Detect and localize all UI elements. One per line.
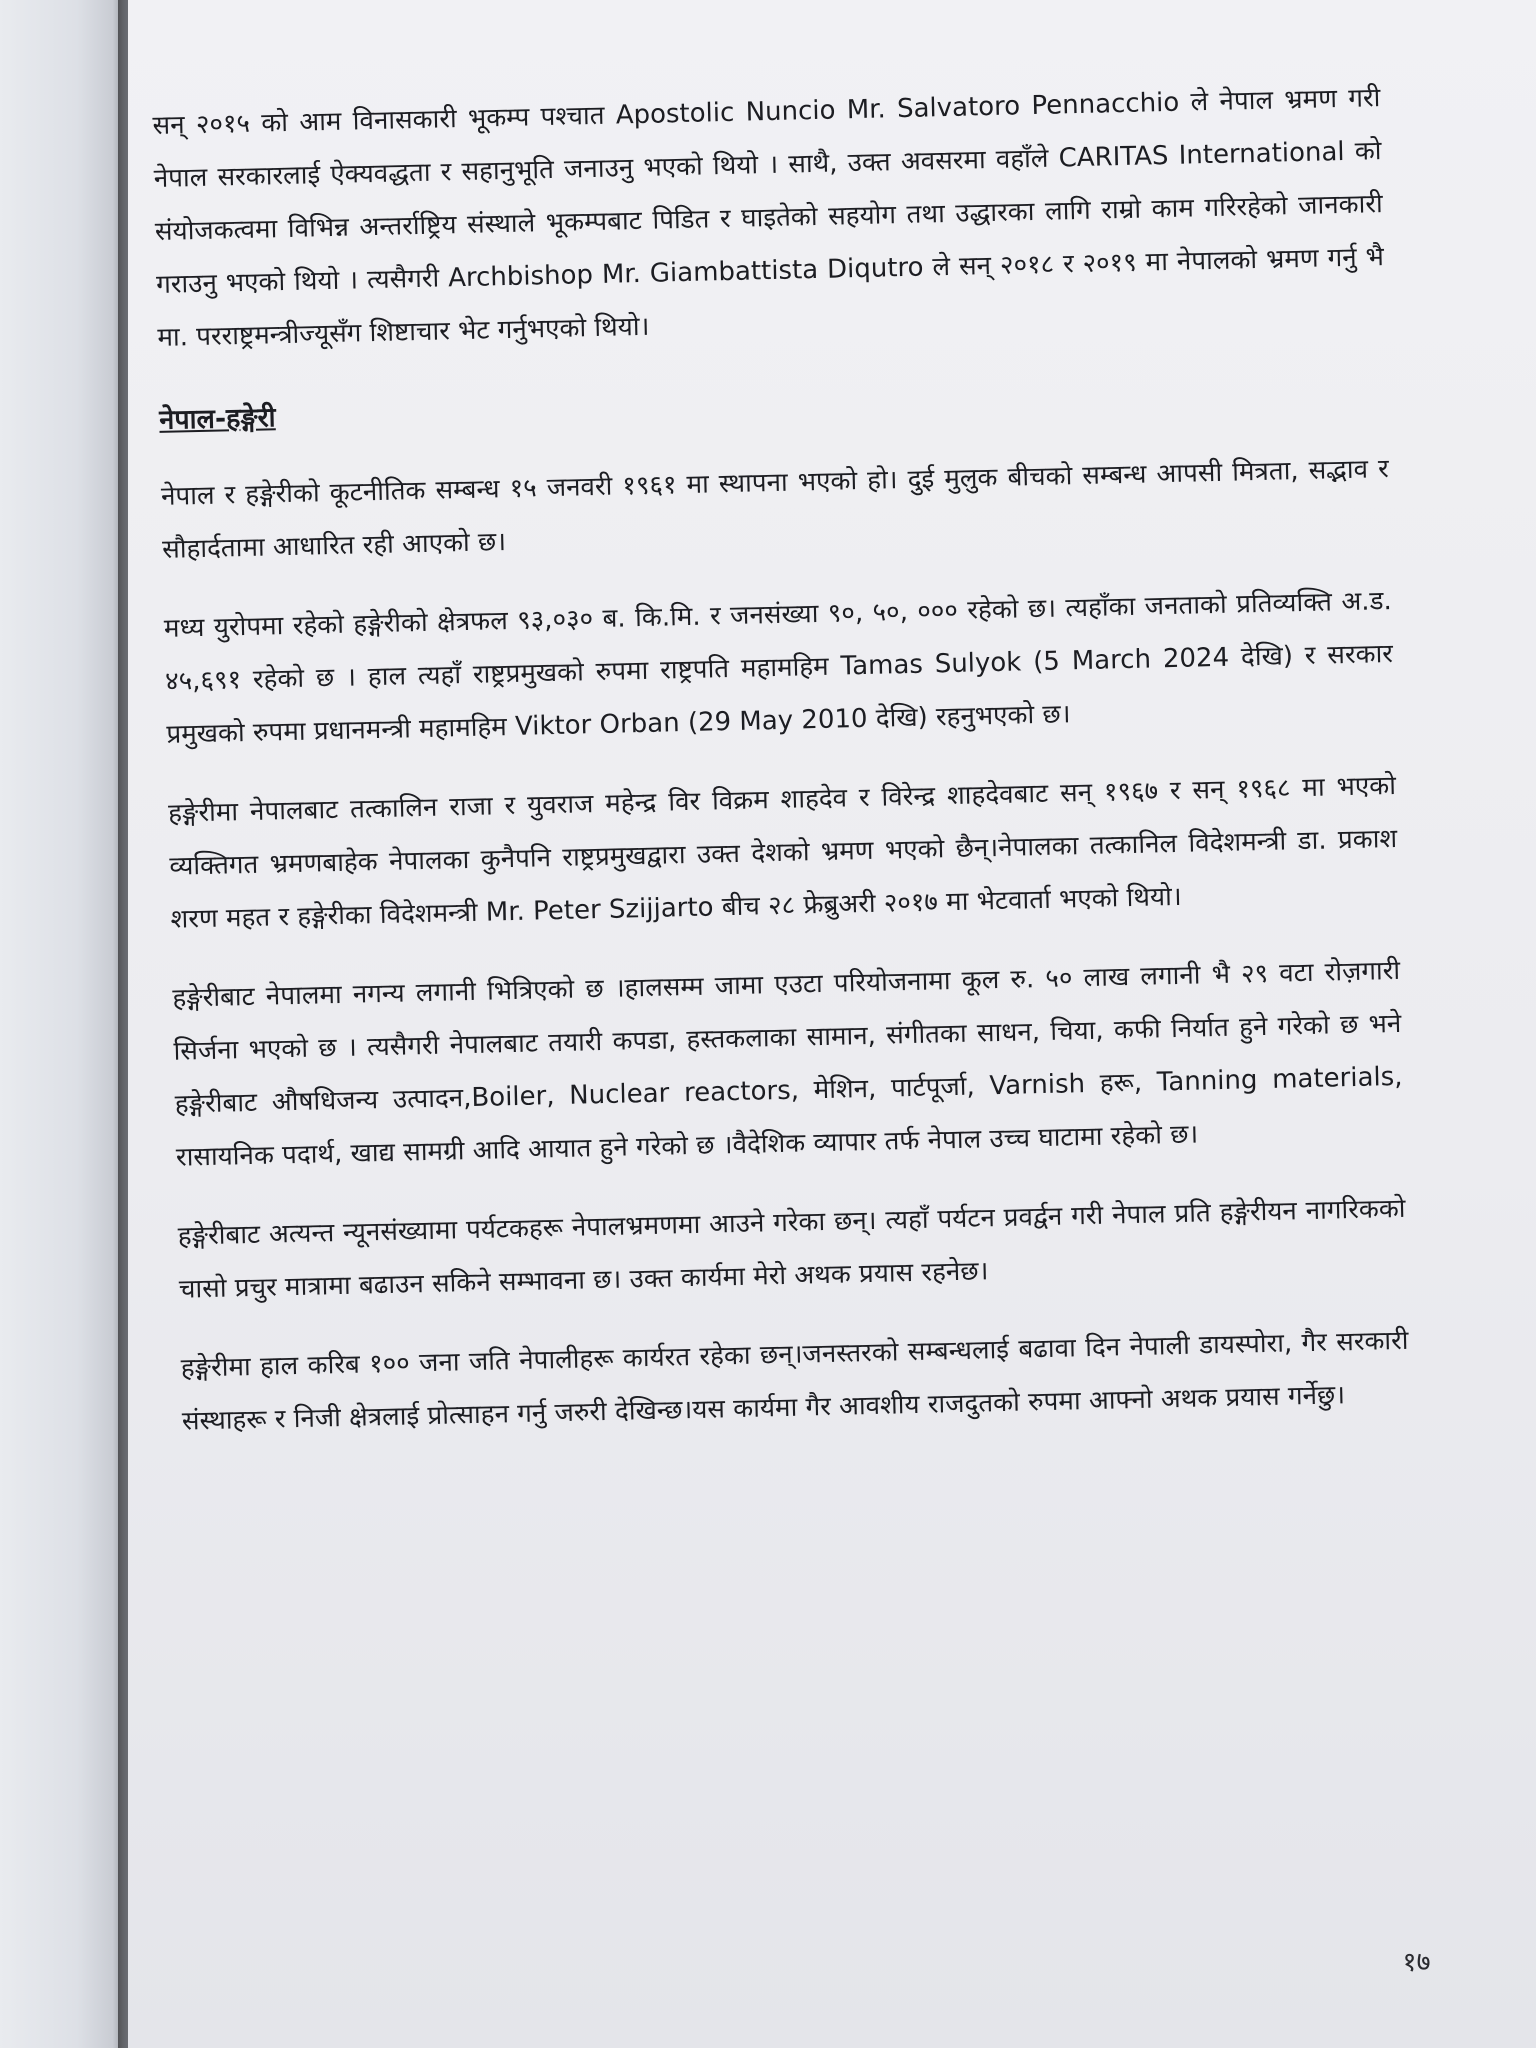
paragraph-tourism: हङ्गेरीबाट अत्यन्त न्यूनसंख्यामा पर्यटकहरू नेपालभ्रमणमा आउने गरेका छन्। त्यहाँ पर्यटन प्रवर्द्वन गरी नेपाल प्रति हङ्गेरीयन नागरिकको चासो प्रचुर मात्रामा बढाउन सकिने सम्भावना छ। उक्त कार्यमा मेरो अथक प्रयास रहनेछ। [177, 1193, 1406, 1305]
paragraph-diaspora: हङ्गेरीमा हाल करिब १०० जना जति नेपालीहरू कार्यरत रहेका छन्।जनस्तरको सम्बन्धलाई बढावा दिन नेपाली डायस्पोरा, गैर सरकारी संस्थाहरू र निजी क्षेत्रलाई प्रोत्साहन गर्नु जरुरी देखिन्छ।यस कार्यमा गैर आवशीय राजदुतको रुपमा आफ्नो अथक प्रयास गर्नेछु। [180, 1325, 1409, 1437]
document-page [128, 0, 1536, 2048]
paragraph-high-level-visits: हङ्गेरीमा नेपालबाट तत्कालिन राजा र युवराज महेन्द्र विर विक्रम शाहदेव र विरेन्द्र शाहदेवबाट सन् १९६७ र सन् १९६८ मा भएको व्यक्तिगत भ्रमणबाहेक नेपालका कुनैपनि राष्ट्रप्रमुखद्वारा उक्त देशको भ्रमण भएको छैन्।नेपालका तत्कानिल विदेशमन्त्री डा. प्रकाश शरण महत र हङ्गेरीका विदेशमन्त्री Mr. Peter Szijjarto बीच २८ फ्रेब्रुअरी २०१७ मा भेटवार्ता भएको थियो। [167, 770, 1398, 935]
page-number: १७ [1402, 1946, 1432, 1979]
paragraph-diplomatic-relations: नेपाल र हङ्गेरीको कूटनीतिक सम्बन्ध १५ जनवरी १९६१ मा स्थापना भएको हो। दुई मुलुक बीचको सम्बन्ध आपसी मित्रता, सद्भाव र सौहार्दतामा आधारित रही आएको छ। [160, 454, 1390, 565]
left-page-edge [0, 0, 128, 2048]
paragraph-trade-investment: हङ्गेरीबाट नेपालमा नगन्य लगानी भित्रिएको छ ।हालसम्म जामा एउटा परियोजनामा कूल रु. ५० लाख लगानी भै २९ वटा रोज़गारी सिर्जना भएको छ । त्यसैगरी नेपालबाट तयारी कपडा, हस्तकलाका सामान, संगीतका साधन, चिया, कफी निर्यात हुने गरेको छ भने हङ्गेरीबाट औषधिजन्य उत्पादन,Boiler, Nuclear reactors, मेशिन, पार्टपूर्जा, Varnish हरू, Tanning materials, रासायनिक पदार्थ, खाद्य सामग्री आदि आयात हुने गरेको छ ।वैदेशिक व्यापार तर्फ नेपाल उच्च घाटामा रहेको छ। [172, 955, 1403, 1173]
paragraph-hungary-profile: मध्य युरोपमा रहेको हङ्गेरीको क्षेत्रफल ९३,०३० ब. कि.मि. र जनसंख्या ९०, ५०, ००० रहेको छ। त्यहाँका जनताको प्रतिव्यक्ति अ.ड. ४५,६९१ रहेको छ । हाल त्यहाँ राष्ट्रप्रमुखको रुपमा राष्ट्रपति महामहिम Tamas Sulyok (5 March 2024 देखि) र सरकार प्रमुखको रुपमा प्रधानमन्त्री महामहिम Viktor Orban (29 May 2010 देखि) रहनुभएको छ। [163, 586, 1394, 750]
paragraph-nuncio-visit: सन् २०१५ को आम विनासकारी भूकम्प पश्चात Apostolic Nuncio Mr. Salvatoro Pennacchio ले नेपाल भ्रमण गरी नेपाल सरकारलाई ऐक्यवद्धता र सहानुभूति जनाउनु भएको थियो । साथै, उक्त अवसरमा वहाँले CARITAS International को संयोजकत्वमा विभिन्न अन्तर्राष्ट्रिय संस्थाले भूकम्पबाट पिडित र घाइतेको सहयोग तथा उद्धारका लागि राम्रो काम गरिरहेको जानकारी गराउनु भएको थियो । त्यसैगरी Archbishop Mr. Giambattista Diqutro ले सन् २०१८ र २०१९ मा नेपालको भ्रमण गर्नु भै मा. परराष्ट्रमन्त्रीज्यूसँग शिष्टाचार भेट गर्नुभएको थियो। [152, 83, 1385, 353]
page-content [152, 72, 1432, 1979]
section-heading-nepal-hungary: नेपाल-हङ्गेरी [158, 402, 276, 436]
